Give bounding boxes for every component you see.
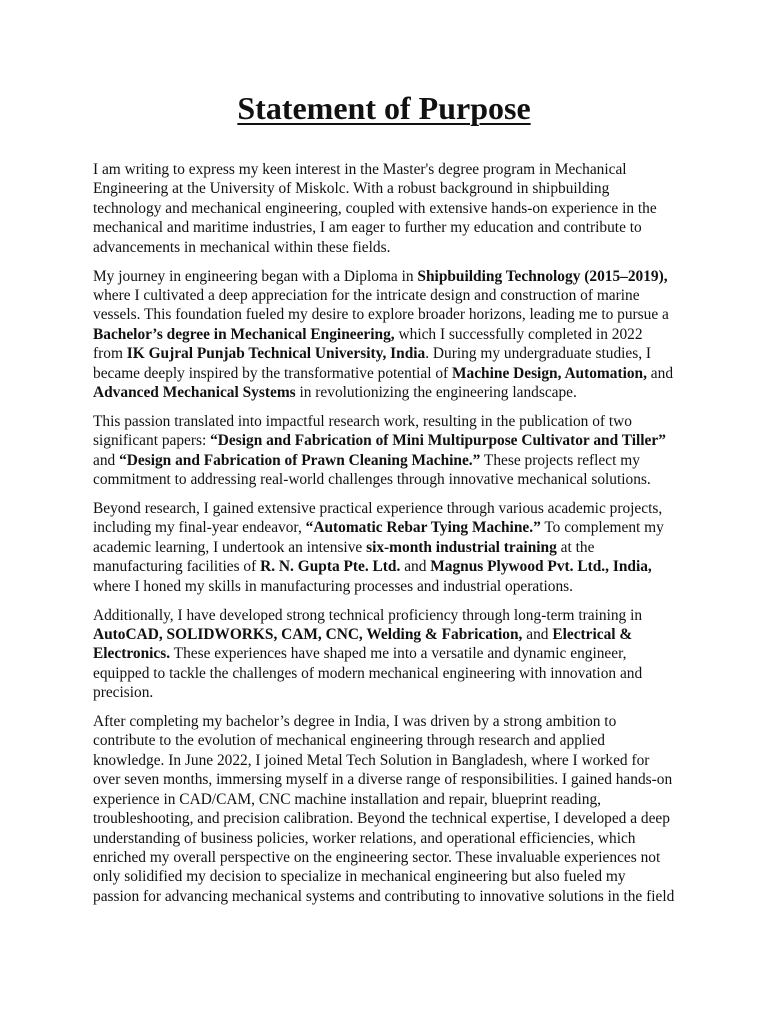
paragraph-introduction xyxy=(93,160,675,257)
bold-run: Bachelor’s degree in Mechanical Engineering, xyxy=(93,325,395,343)
page-title: Statement of Purpose xyxy=(237,90,531,126)
text-run: These experiences have shaped me into a versatile and dynamic engineer, equipped to tackle the challenges of modern mechanical engineering with innovation and precision. xyxy=(93,645,643,702)
bold-run: AutoCAD, SOLIDWORKS, CAM, CNC, Welding & Fabrication, xyxy=(93,625,523,643)
bold-run: Machine Design, Automation, xyxy=(452,364,647,382)
bold-run: “Automatic Rebar Tying Machine.” xyxy=(305,519,541,537)
text-run: where I honed my skills in manufacturing processes and industrial operations. xyxy=(93,577,573,595)
text-run: Additionally, I have developed strong technical proficiency through long-term training in xyxy=(93,606,643,624)
bold-run: “Design and Fabrication of Prawn Cleaning Machine.” xyxy=(119,451,481,469)
text-run: which I successfully completed in 2022 from xyxy=(93,325,643,363)
text-run: My journey in engineering began with a Diploma in xyxy=(93,267,418,285)
text-run: These projects reflect my commitment to addressing real-world challenges through innovative mechanical solutions. xyxy=(93,451,651,489)
text-run: and xyxy=(93,451,120,469)
text-run: After completing my bachelor’s degree in India, I was driven by a strong ambition to contribute to the evolution of mechanical engineering through research and applied knowledge. In June 2022, I joined Metal Tech Solution in Bangladesh, where I worked for over seven months, immersing myself in a diverse range of responsibilities. I gained hands-on experience in CAD/CAM, CNC machine installation and repair, blueprint reading, troubleshooting, and precision calibration. Beyond the technical expertise, I developed a deep understanding of business policies, worker relations, and operational efficiencies, which enriched my overall perspective on the engineering sector. These invaluable experiences not only solidified my decision to specialize in mechanical engineering but also fueled my passion for advancing mechanical systems and contributing to innovative solutions in the field xyxy=(93,713,675,905)
text-run: I am writing to express my keen interest in the Master's degree program in Mechanical Engineering at the University of Miskolc. With a robust background in shipbuilding technology and mechanical engineering, coupled with extensive hands-on experience in the mechanical and maritime industries, I am eager to further my education and contribute to advancements in mechanical within these fields. xyxy=(93,161,657,256)
text-run: and xyxy=(646,364,674,382)
paragraph-research xyxy=(93,412,675,490)
bold-run: six-month industrial training xyxy=(366,538,557,556)
bold-run: Advanced Mechanical Systems xyxy=(93,383,296,401)
text-run: and xyxy=(400,558,431,576)
bold-run: R. N. Gupta Pte. Ltd. xyxy=(260,558,401,576)
text-run: where I cultivated a deep appreciation for the intricate design and construction of marine vessels. This foundation fueled my desire to explore broader horizons, leading me to pursue a xyxy=(93,286,669,324)
bold-run: Magnus Plywood Pvt. Ltd., India, xyxy=(430,558,652,576)
text-run: To complement my academic learning, I undertook an intensive xyxy=(93,519,664,556)
bold-run: Shipbuilding Technology (2015–2019), xyxy=(417,267,668,285)
bold-run: “Design and Fabrication of Mini Multipurpose Cultivator and Tiller” xyxy=(210,432,666,450)
text-run: at the manufacturing facilities of xyxy=(93,538,595,576)
text-run: . During my undergraduate studies, I became deeply inspired by the transformative potential of xyxy=(93,345,652,382)
document-body xyxy=(93,160,675,916)
paragraph-education xyxy=(93,267,675,403)
text-run: and xyxy=(522,625,553,643)
bold-run: IK Gujral Punjab Technical University, India xyxy=(126,345,426,363)
text-run: in revolutionizing the engineering landscape. xyxy=(295,383,577,401)
paragraph-practical-experience xyxy=(93,499,675,596)
paragraph-work-experience xyxy=(93,712,675,906)
paragraph-technical-training xyxy=(93,606,675,703)
text-run: Beyond research, I gained extensive practical experience through various academic projects, including my final-year endeavor, xyxy=(93,500,663,537)
bold-run: Electrical & Electronics. xyxy=(93,625,633,663)
text-run: This passion translated into impactful research work, resulting in the publication of two significant papers: xyxy=(93,412,632,450)
